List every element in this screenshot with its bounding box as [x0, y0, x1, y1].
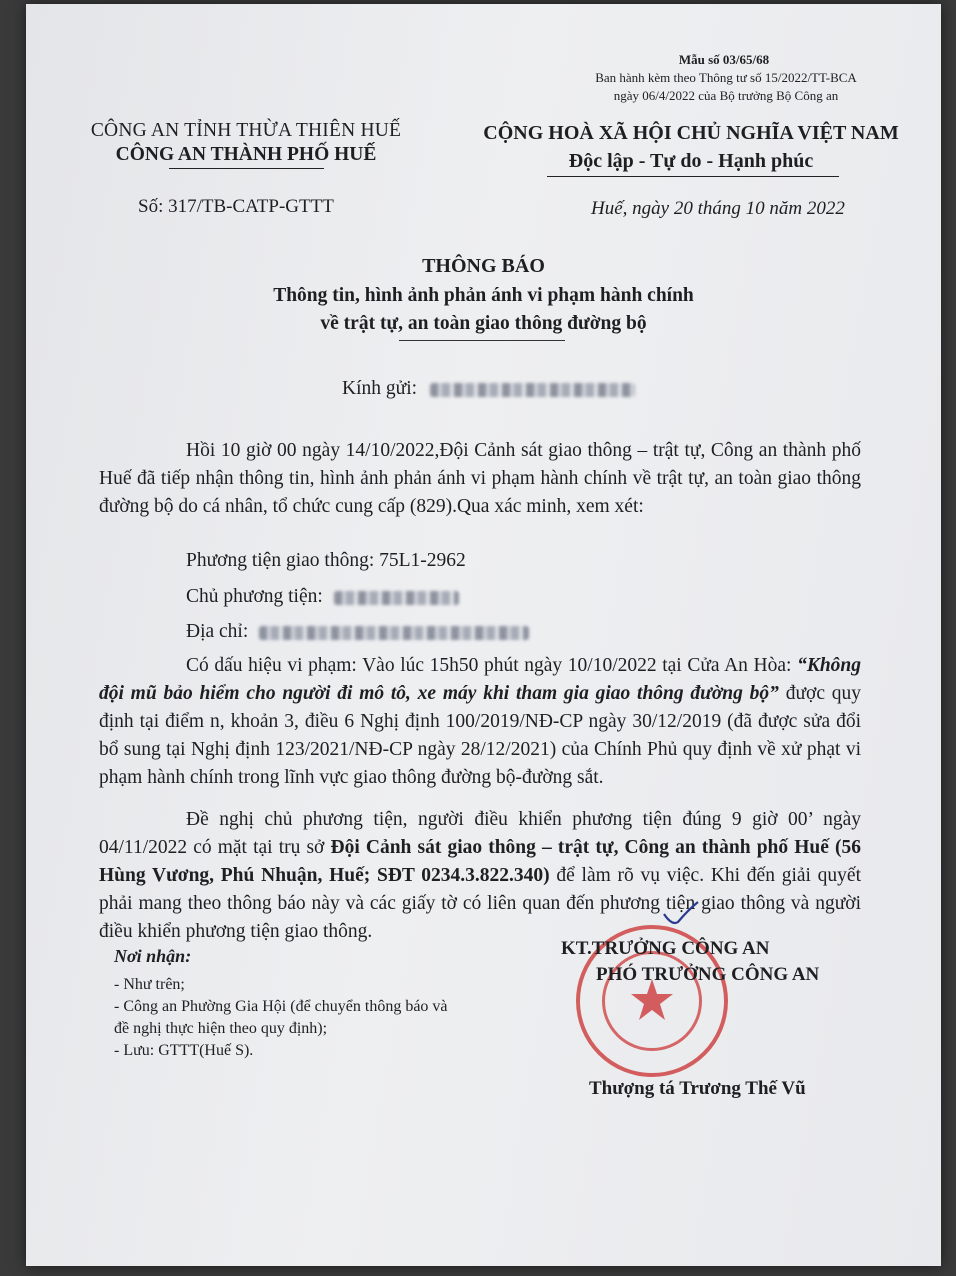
address-label: Địa chỉ:: [186, 621, 249, 642]
document-page: [26, 4, 941, 1266]
form-reference: [556, 69, 896, 105]
subtitle-underline: [399, 340, 565, 341]
nation-motto: Độc lập - Tự do - Hạnh phúc: [568, 150, 814, 172]
recipients-label: Nơi nhận:: [114, 946, 192, 966]
document-title: THÔNG BÁO: [422, 255, 545, 277]
signer-title-1: KT.TRƯỞNG CÔNG AN: [561, 938, 770, 959]
recipient-item: - Như trên;: [114, 976, 185, 993]
signer-title-2: PHÓ TRƯỞNG CÔNG AN: [596, 964, 820, 985]
document-date: Huế, ngày 20 tháng 10 năm 2022: [591, 198, 845, 219]
signature-mark: [654, 896, 754, 936]
redacted-address: [259, 626, 529, 640]
motto-underline: [547, 176, 839, 177]
agency-unit: CÔNG AN THÀNH PHỐ HUẾ: [115, 144, 377, 165]
redacted-recipient: [430, 383, 635, 397]
redacted-owner: [334, 591, 459, 605]
request-text-b: để làm rõ vụ việc. Khi đến giải quyết phải mang theo thông báo này và các giấy tờ có liên quan đến phương tiện giao thông và người điều khiển phương tiện giao thông.: [99, 865, 861, 942]
violation-legal-basis: được quy định tại điểm n, khoản 3, điều 6 Nghị định 100/2019/NĐ-CP ngày 30/12/2019 (đã được sửa đổi bổ sung tại Nghị định 123/2021/NĐ-CP ngày 28/12/2021) của Chính Phủ quy định về xử phạt vi phạm hành chính trong lĩnh vực giao thông đường bộ-đường sắt.: [99, 683, 861, 788]
agency-underline: [169, 168, 324, 169]
form-reference-line2: ngày 06/4/2022 của Bộ trưởng Bộ Công an: [613, 88, 839, 103]
document-subtitle-2: về trật tự, an toàn giao thông đường bộ: [320, 313, 647, 334]
request-text-a: Đề nghị chủ phương tiện, người điều khiển phương tiện đúng 9 giờ 00’ ngày 04/11/2022 có mặt tại trụ sở: [99, 809, 861, 858]
nation-name: CỘNG HOÀ XÃ HỘI CHỦ NGHĨA VIỆT NAM: [483, 122, 899, 144]
recipient-item: - Công an Phường Gia Hội (để chuyển thông báo và: [114, 998, 448, 1015]
violation-quote: “Không đội mũ bảo hiểm cho người đi mô tô, xe máy khi tham gia giao thông đường bộ”: [99, 655, 862, 704]
document-number: Số: 317/TB-CATP-GTTT: [138, 196, 334, 217]
agency-parent: CÔNG AN TỈNH THỪA THIÊN HUẾ: [90, 120, 402, 141]
form-reference-line1: Ban hành kèm theo Thông tư số 15/2022/TT-BCA: [595, 70, 857, 85]
intro-paragraph: Hồi 10 giờ 00 ngày 14/10/2022,Đội Cảnh sát giao thông – trật tự, Công an thành phố Huế đã tiếp nhận thông tin, hình ảnh phản ánh vi phạm hành chính về trật tự, an toàn giao thông đường bộ do cá nhân, tổ chức cung cấp (829).Qua xác minh, xem xét:: [99, 440, 861, 517]
address-line: [186, 621, 529, 643]
recipient-item: đề nghị thực hiện theo quy định);: [114, 1020, 328, 1037]
owner-label: Chủ phương tiện:: [186, 586, 323, 607]
greeting: [342, 378, 635, 400]
vehicle-line: Phương tiện giao thông: 75L1-2962: [186, 550, 466, 571]
recipient-item: - Lưu: GTTT(Huế S).: [114, 1042, 254, 1059]
form-number: Mẫu số 03/65/68: [678, 52, 770, 67]
owner-line: [186, 586, 459, 608]
signer-name: Thượng tá Trương Thế Vũ: [589, 1078, 806, 1099]
violation-intro: Có dấu hiệu vi phạm: Vào lúc 15h50 phút ngày 10/10/2022 tại Cửa An Hòa:: [186, 655, 792, 676]
request-location: Đội Cảnh sát giao thông – trật tự, Công an thành phố Huế (56 Hùng Vương, Phú Nhuận, Huế; SĐT 0234.3.822.340): [99, 837, 862, 886]
violation-paragraph: [99, 652, 861, 792]
document-subtitle-1: Thông tin, hình ảnh phản ánh vi phạm hành chính: [273, 285, 694, 306]
greeting-label: Kính gửi:: [342, 378, 418, 399]
